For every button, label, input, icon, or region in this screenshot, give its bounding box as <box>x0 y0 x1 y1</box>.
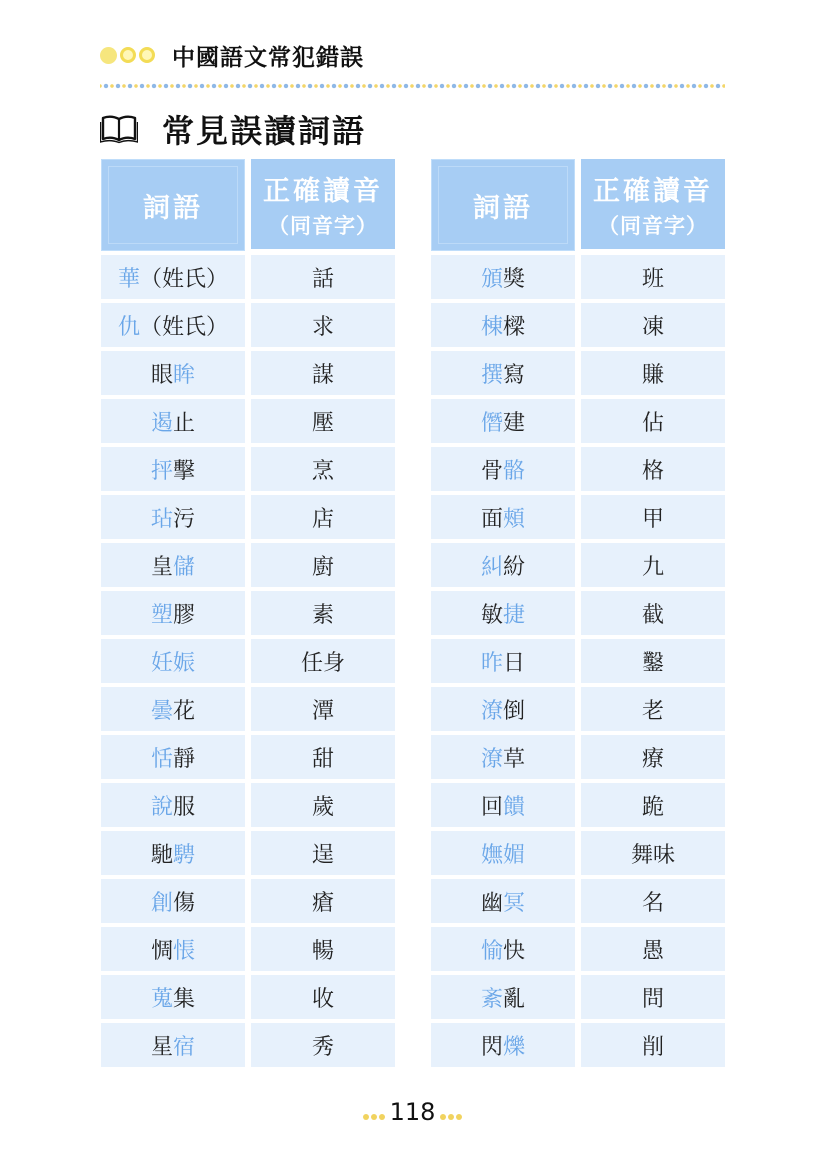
reading-cell: 愚 <box>581 927 725 971</box>
word-cell <box>431 399 575 443</box>
word-table-left <box>101 159 395 1067</box>
word-character: 眼 <box>150 362 173 388</box>
reading-cell: 暢 <box>251 927 395 971</box>
word-cell <box>431 639 575 683</box>
reading-cell: 烹 <box>251 447 395 491</box>
word-cell <box>101 975 245 1019</box>
word-cell <box>101 255 245 299</box>
misread-character: 捷 <box>503 602 526 628</box>
word-cell <box>101 735 245 779</box>
word-character: 膠 <box>173 602 196 628</box>
misread-character: 華 <box>117 266 140 292</box>
column-header-reading <box>581 159 725 249</box>
reading-cell: 九 <box>581 543 725 587</box>
book-title: 中國語文常犯錯誤 <box>172 44 364 71</box>
reading-cell: 截 <box>581 591 725 635</box>
word-cell <box>101 591 245 635</box>
misread-character: 僭 <box>480 410 503 436</box>
word-character: 星 <box>150 1034 173 1060</box>
running-header <box>100 38 364 72</box>
misread-character: 宿 <box>173 1034 196 1060</box>
reading-cell: 班 <box>581 255 725 299</box>
misread-character: 潦 <box>480 698 503 724</box>
reading-cell: 壓 <box>251 399 395 443</box>
reading-cell: 話 <box>251 255 395 299</box>
footer-dot-icon <box>363 1114 369 1120</box>
dotted-divider <box>100 81 725 91</box>
word-character: 惆 <box>150 938 173 964</box>
header-note: （同音字） <box>598 212 708 238</box>
word-cell <box>431 447 575 491</box>
reading-cell: 佔 <box>581 399 725 443</box>
reading-cell: 老 <box>581 687 725 731</box>
reading-cell: 謀 <box>251 351 395 395</box>
word-cell <box>431 879 575 923</box>
misread-character: 恬 <box>150 746 173 772</box>
word-table-right <box>431 159 725 1067</box>
word-character: 皇 <box>150 554 173 580</box>
footer-dot-icon <box>456 1114 462 1120</box>
word-cell <box>431 831 575 875</box>
ring-dot-icon <box>139 47 155 63</box>
word-character: 回 <box>480 794 503 820</box>
word-cell <box>101 543 245 587</box>
word-character: 倒 <box>503 698 526 724</box>
misread-character: 儲 <box>173 554 196 580</box>
misread-character: 妊娠 <box>150 650 195 676</box>
word-character: 敏 <box>480 602 503 628</box>
word-cell <box>101 303 245 347</box>
word-cell <box>431 783 575 827</box>
word-character: （姓氏） <box>140 314 229 340</box>
yellow-dot-icon <box>100 47 117 64</box>
misread-character: 骼 <box>503 458 526 484</box>
word-cell <box>101 351 245 395</box>
word-cell <box>101 831 245 875</box>
misread-character: 糾 <box>480 554 503 580</box>
word-character: 靜 <box>173 746 196 772</box>
word-cell <box>101 783 245 827</box>
word-character: 花 <box>173 698 196 724</box>
reading-cell: 凍 <box>581 303 725 347</box>
word-cell <box>101 495 245 539</box>
open-book-icon <box>100 114 138 144</box>
reading-cell: 鑿 <box>581 639 725 683</box>
word-character: 傷 <box>173 890 196 916</box>
word-character: 止 <box>173 410 196 436</box>
misread-character: 嫵媚 <box>480 842 525 868</box>
reading-cell: 甲 <box>581 495 725 539</box>
word-character: 樑 <box>503 314 526 340</box>
column-header-reading <box>251 159 395 249</box>
word-character: 骨 <box>480 458 503 484</box>
footer-dot-icon <box>379 1114 385 1120</box>
header-label: 詞語 <box>473 192 533 224</box>
reading-cell: 賺 <box>581 351 725 395</box>
word-character: 紛 <box>503 554 526 580</box>
word-character: 集 <box>173 986 196 1012</box>
word-character: 草 <box>503 746 526 772</box>
misread-character: 創 <box>150 890 173 916</box>
word-character: 面 <box>480 506 503 532</box>
misread-character: 說 <box>150 794 173 820</box>
word-character: 污 <box>173 506 196 532</box>
word-cell <box>431 255 575 299</box>
misread-character: 騁 <box>173 842 196 868</box>
misread-character: 昨 <box>480 650 503 676</box>
word-cell <box>101 879 245 923</box>
footer-dot-icon <box>371 1114 377 1120</box>
footer-dot-icon <box>440 1114 446 1120</box>
header-label: 正確讀音 <box>593 175 713 207</box>
misread-character: 仇 <box>117 314 140 340</box>
misread-character: 玷 <box>150 506 173 532</box>
word-cell <box>431 591 575 635</box>
misread-character: 頒 <box>480 266 503 292</box>
page-number: 118 <box>389 1098 436 1126</box>
page-footer <box>0 1098 825 1126</box>
word-character: 日 <box>503 650 526 676</box>
word-character: （姓氏） <box>140 266 229 292</box>
misread-character: 塑 <box>150 602 173 628</box>
misread-character: 潦 <box>480 746 503 772</box>
misread-character: 爍 <box>503 1034 526 1060</box>
misread-character: 饋 <box>503 794 526 820</box>
word-cell <box>431 927 575 971</box>
reading-cell: 問 <box>581 975 725 1019</box>
misread-character: 抨 <box>150 458 173 484</box>
reading-cell: 求 <box>251 303 395 347</box>
column-header-word <box>431 159 575 251</box>
word-cell <box>431 735 575 779</box>
misread-character: 愉 <box>480 938 503 964</box>
section-heading <box>100 108 366 150</box>
word-cell <box>431 543 575 587</box>
header-label: 詞語 <box>143 192 203 224</box>
misread-character: 悵 <box>173 938 196 964</box>
word-cell <box>431 1023 575 1067</box>
word-cell <box>101 399 245 443</box>
reading-cell: 潭 <box>251 687 395 731</box>
word-cell <box>101 639 245 683</box>
section-title: 常見誤讀詞語 <box>162 112 367 150</box>
word-character: 獎 <box>503 266 526 292</box>
word-character: 服 <box>173 794 196 820</box>
word-cell <box>101 447 245 491</box>
reading-cell: 瘡 <box>251 879 395 923</box>
reading-cell: 甜 <box>251 735 395 779</box>
misread-character: 曇 <box>150 698 173 724</box>
misread-character: 撰 <box>480 362 503 388</box>
misread-character: 棟 <box>480 314 503 340</box>
word-cell <box>101 1023 245 1067</box>
misread-character: 眸 <box>173 362 196 388</box>
misread-character: 頰 <box>503 506 526 532</box>
ring-dot-icon <box>120 47 136 63</box>
footer-dot-icon <box>448 1114 454 1120</box>
reading-cell: 跪 <box>581 783 725 827</box>
word-cell <box>431 975 575 1019</box>
reading-cell: 歲 <box>251 783 395 827</box>
header-label: 正確讀音 <box>263 175 383 207</box>
reading-cell: 削 <box>581 1023 725 1067</box>
misread-character: 紊 <box>480 986 503 1012</box>
word-character: 閃 <box>480 1034 503 1060</box>
header-note: （同音字） <box>268 212 378 238</box>
misread-character: 遏 <box>150 410 173 436</box>
word-cell <box>431 303 575 347</box>
reading-cell: 素 <box>251 591 395 635</box>
reading-cell: 名 <box>581 879 725 923</box>
word-character: 馳 <box>150 842 173 868</box>
reading-cell: 廚 <box>251 543 395 587</box>
misread-character: 蒐 <box>150 986 173 1012</box>
word-cell <box>431 687 575 731</box>
word-cell <box>101 927 245 971</box>
word-character: 快 <box>503 938 526 964</box>
reading-cell: 收 <box>251 975 395 1019</box>
reading-cell: 逞 <box>251 831 395 875</box>
word-character: 建 <box>503 410 526 436</box>
word-character: 亂 <box>503 986 526 1012</box>
word-cell <box>431 351 575 395</box>
reading-cell: 格 <box>581 447 725 491</box>
reading-cell: 療 <box>581 735 725 779</box>
reading-cell: 任身 <box>251 639 395 683</box>
column-header-word <box>101 159 245 251</box>
word-character: 寫 <box>503 362 526 388</box>
word-cell <box>431 495 575 539</box>
reading-cell: 秀 <box>251 1023 395 1067</box>
reading-cell: 店 <box>251 495 395 539</box>
word-character: 擊 <box>173 458 196 484</box>
reading-cell: 舞味 <box>581 831 725 875</box>
word-cell <box>101 687 245 731</box>
word-character: 幽 <box>480 890 503 916</box>
misread-character: 冥 <box>503 890 526 916</box>
